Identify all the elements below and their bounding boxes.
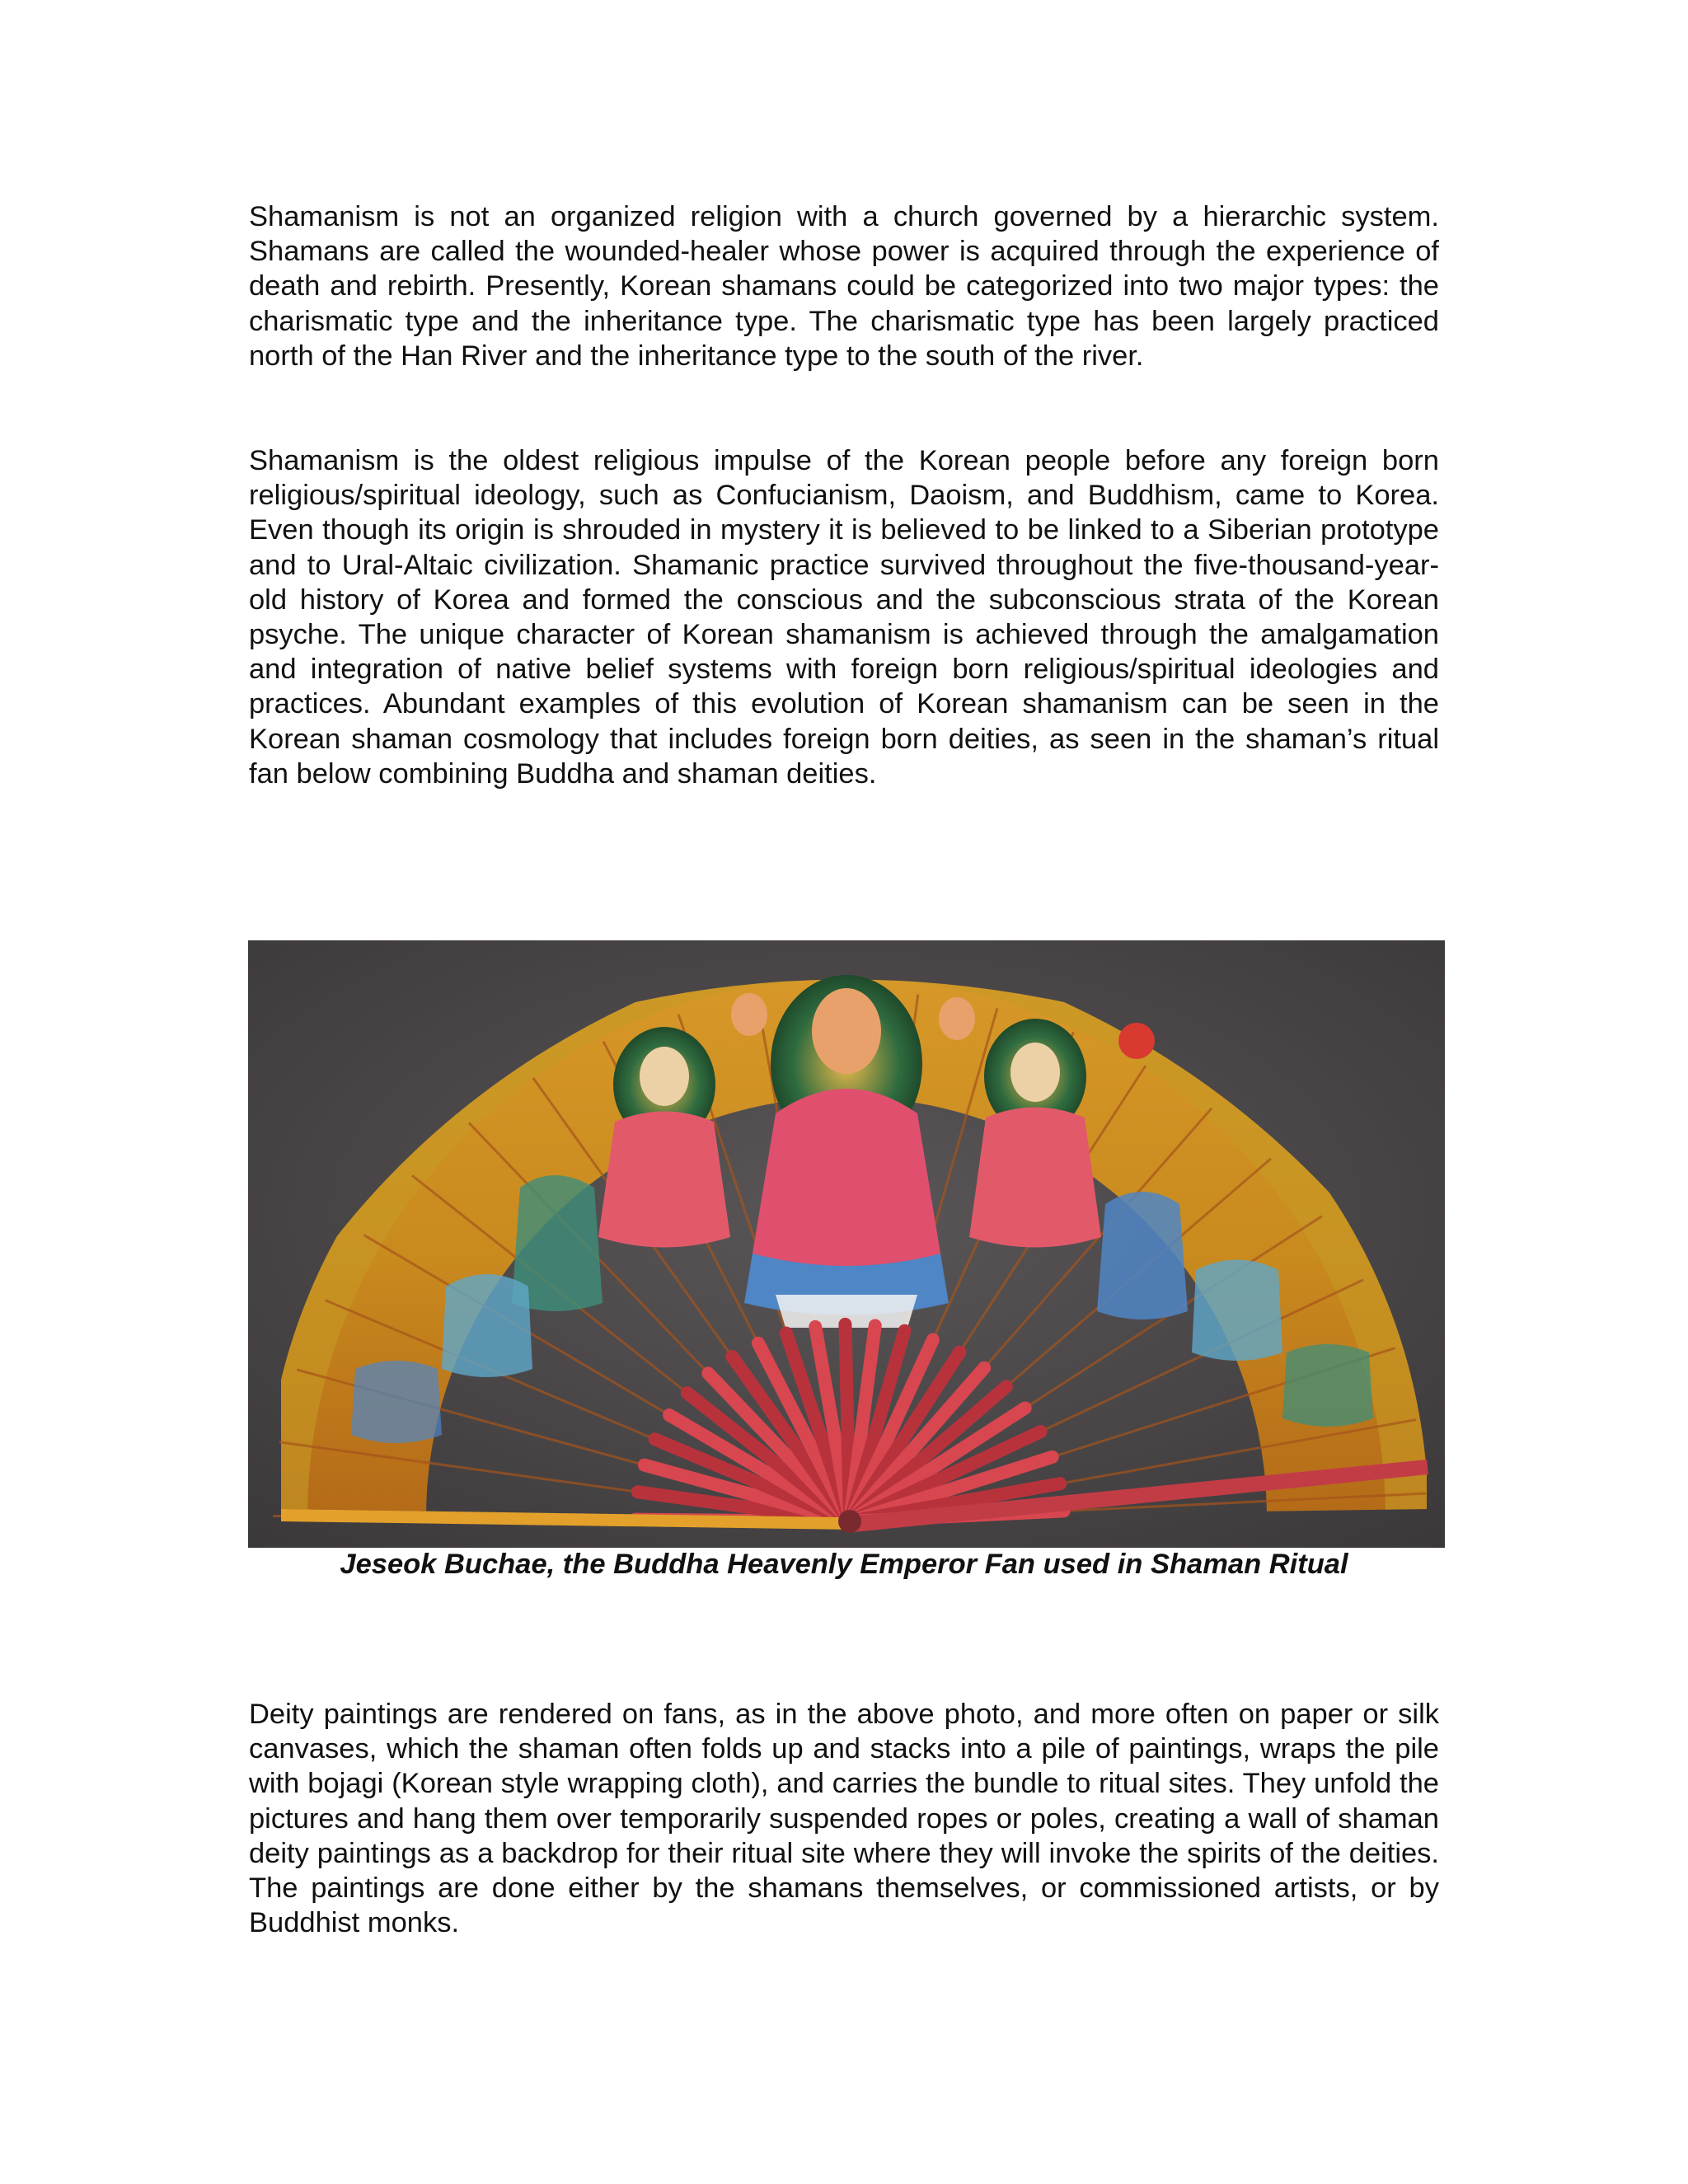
ritual-fan-photo: [248, 940, 1445, 1548]
figure-caption: Jeseok Buchae, the Buddha Heavenly Emperor Fan used in Shaman Ritual: [340, 1549, 1348, 1580]
paragraph-shamanism-types: Shamanism is not an organized religion with a church governed by a hierarchic system. Shamans are called the wounded-healer whose power is acquired through the experience of death and rebirth. Presently, Korean shamans could be categorized into two major types: the charismatic type and the inheritance type. The charismatic type has been largely practiced north of the Han River and the inheritance type to the south of the river.: [249, 201, 1439, 372]
fan-illustration: [248, 940, 1445, 1548]
paragraph-shamanism-history: Shamanism is the oldest religious impulse of the Korean people before any foreign born religious/spiritual ideology, such as Confucianism, Daoism, and Buddhism, came to Korea. Even though its origin is shrouded in mystery it is believed to be linked to a Siberian prototype and to Ural-Altaic civilization. Shamanic practice survived throughout the five-thousand-year-old history of Korea and formed the conscious and the subconscious strata of the Korean psyche. The unique character of Korean shamanism is achieved through the amalgamation and integration of native belief systems with foreign born religious/spiritual ideologies and practices. Abundant examples of this evolution of Korean shamanism can be seen in the Korean shaman cosmology that includes foreign born deities, as seen in the shaman’s ritual fan below combining Buddha and shaman deities.: [249, 445, 1439, 790]
paragraph-deity-paintings: Deity paintings are rendered on fans, as in the above photo, and more often on paper or silk canvases, which the shaman often folds up and stacks into a pile of paintings, wraps the pile with bojagi (Korean style wrapping cloth), and carries the bundle to ritual sites. They unfold the pictures and hang them over temporarily suspended ropes or poles, creating a wall of shaman deity paintings as a backdrop for their ritual site where they will invoke the spirits of the deities. The paintings are done either by the shamans themselves, or commissioned artists, or by Buddhist monks.: [249, 1699, 1439, 1939]
